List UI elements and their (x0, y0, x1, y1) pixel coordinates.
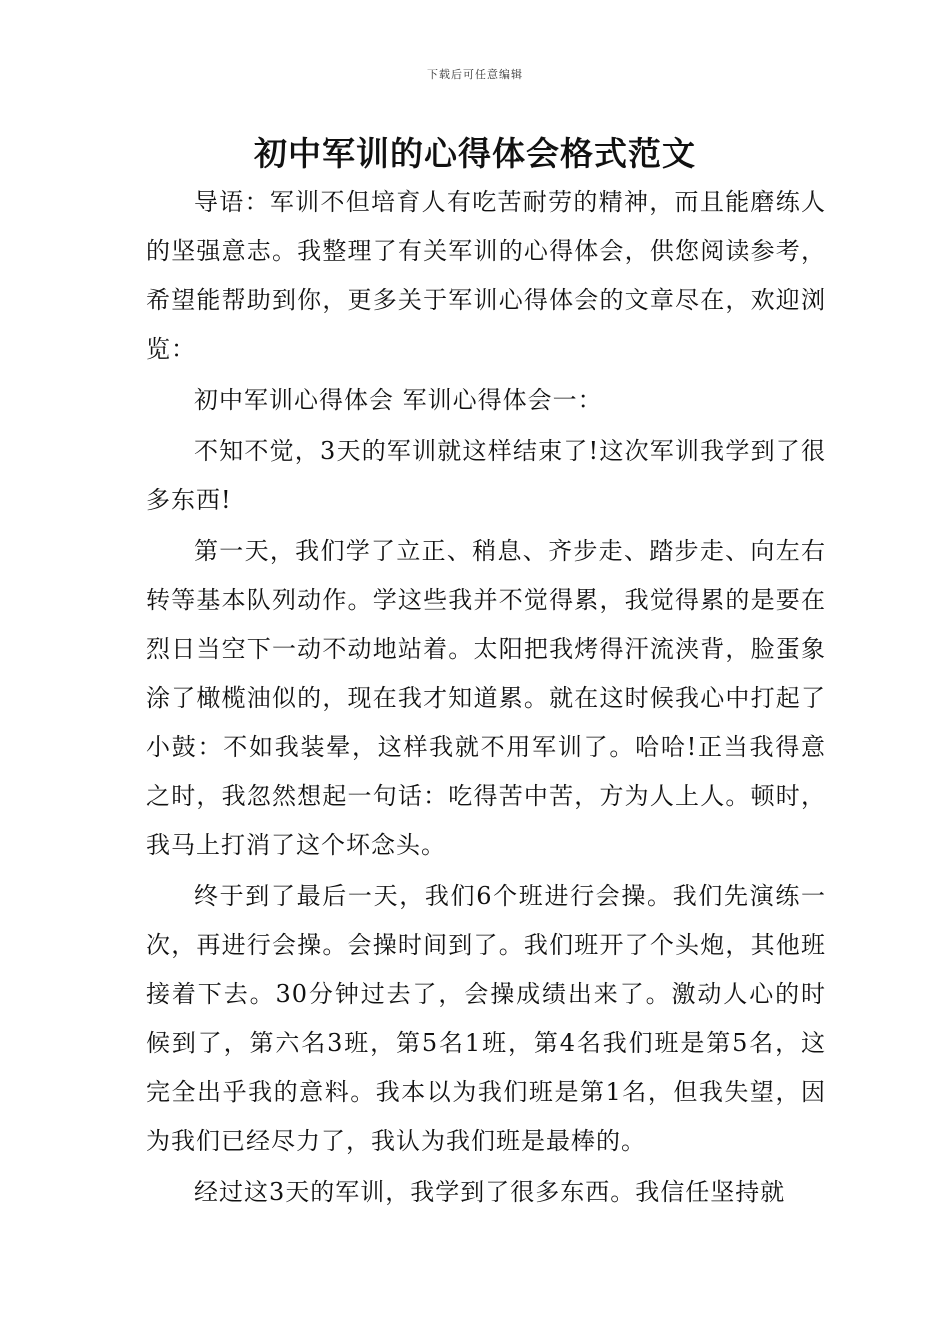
paragraph-intro: 导语：军训不但培育人有吃苦耐劳的精神，而且能磨练人的坚强意志。我整理了有关军训的心得体会，供您阅读参考，希望能帮助到你，更多关于军训心得体会的文章尽在，欢迎浏览： (146, 188, 826, 363)
document-title: 初中军训的心得体会格式范文 (254, 134, 696, 173)
paragraph-4: 经过这3天的军训，我学到了很多东西。我信任坚持就 (194, 1178, 786, 1206)
document-body (146, 178, 826, 1217)
paragraph-2: 第一天，我们学了立正、稍息、齐步走、踏步走、向左右转等基本队列动作。学这些我并不觉得累，我觉得累的是要在烈日当空下一动不动地站着。太阳把我烤得汗流浃背，脸蛋象涂了橄榄油似的，现在我才知道累。就在这时候我心中打起了小鼓：不如我装晕，这样我就不用军训了。哈哈!正当我得意之时，我忽然想起一句话：吃得苦中苦，方为人上人。顿时，我马上打消了这个坏念头。 (146, 537, 826, 859)
paragraph-3: 终于到了最后一天，我们6个班进行会操。我们先演练一次，再进行会操。会操时间到了。我们班开了个头炮，其他班接着下去。30分钟过去了，会操成绩出来了。激动人心的时候到了，第六名3班，第5名1班，第4名我们班是第5名，这完全出乎我的意料。我本以为我们班是第1名，但我失望，因为我们已经尽力了，我认为我们班是最棒的。 (146, 882, 826, 1155)
header-note: 下载后可任意编辑 (427, 68, 523, 81)
paragraph-subheading: 初中军训心得体会 军训心得体会一： (194, 386, 603, 414)
paragraph-1: 不知不觉，3天的军训就这样结束了!这次军训我学到了很多东西! (146, 437, 826, 514)
